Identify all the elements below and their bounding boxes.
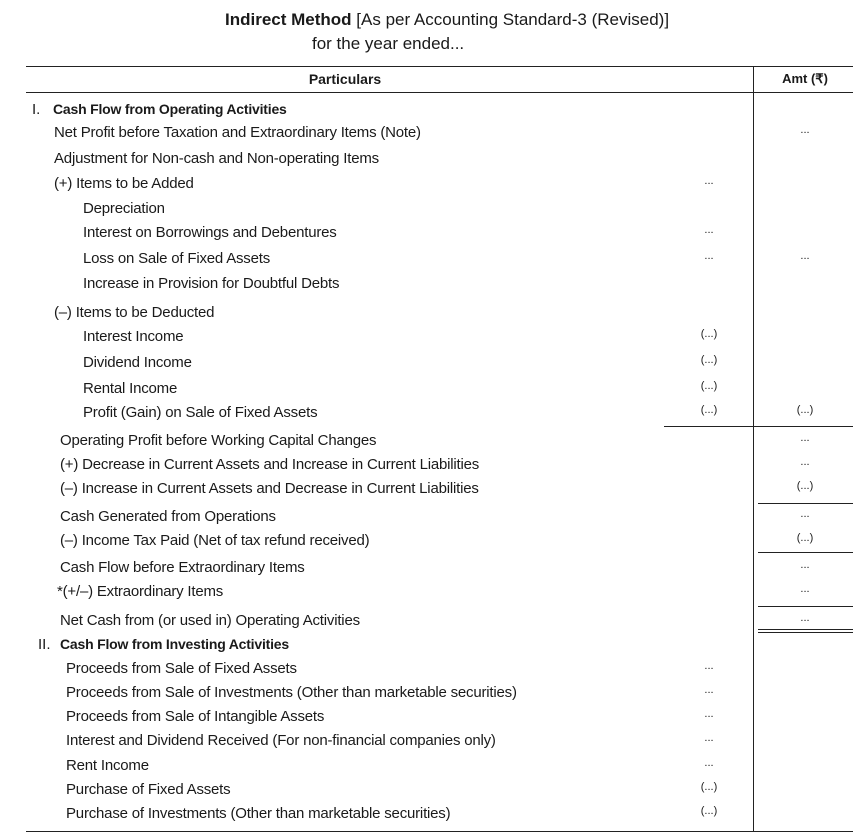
inner-amount-cell: (...) [700, 328, 718, 340]
table-top-rule [26, 66, 853, 67]
row-label: Rent Income [66, 757, 149, 774]
row-label: Proceeds from Sale of Intangible Assets [66, 708, 325, 725]
row-label: (+) Decrease in Current Assets and Increase in Current Liabilities [60, 456, 480, 473]
amount-cell: ... [800, 612, 810, 624]
inner-amount-cell: (...) [700, 805, 718, 817]
amount-cell: (...) [796, 480, 814, 492]
amount-cell: (...) [796, 404, 814, 416]
row-label: Depreciation [83, 200, 165, 217]
table-row [0, 150, 861, 172]
inner-amount-cell: ... [704, 708, 714, 720]
row-label: (–) Income Tax Paid (Net of tax refund received) [60, 532, 370, 549]
row-label: Profit (Gain) on Sale of Fixed Assets [83, 404, 318, 421]
inner-amount-cell: (...) [700, 404, 718, 416]
table-row [0, 224, 861, 246]
table-row [0, 328, 861, 350]
amount-cell: ... [800, 124, 810, 136]
amount-cell: ... [800, 508, 810, 520]
header-particulars: Particulars [308, 71, 382, 87]
table-bottom-rule [26, 831, 853, 832]
inner-amount-cell: (...) [700, 781, 718, 793]
table-row [0, 404, 861, 426]
table-row [0, 612, 861, 634]
row-label: (–) Increase in Current Assets and Decrease in Current Liabilities [60, 480, 479, 497]
table-row [0, 200, 861, 222]
subtotal-rule-4 [758, 606, 853, 607]
header-bottom-rule [26, 92, 853, 93]
table-row [0, 532, 861, 554]
title-bold: Indirect Method [225, 10, 352, 29]
table-row [0, 757, 861, 779]
section-number: II. [38, 636, 51, 653]
title-line-2: for the year ended... [312, 34, 465, 53]
row-label: (–) Items to be Deducted [54, 304, 215, 321]
row-label: Net Profit before Taxation and Extraordinary Items (Note) [54, 124, 421, 141]
header-amount: Amt (₹) [782, 71, 828, 86]
table-row [0, 275, 861, 297]
inner-amount-cell: ... [704, 660, 714, 672]
amount-cell: ... [800, 559, 810, 571]
table-row [0, 708, 861, 730]
table-row [0, 508, 861, 530]
table-row [0, 805, 861, 827]
title-line-1 [225, 10, 669, 30]
table-row [0, 380, 861, 402]
row-label: Rental Income [83, 380, 178, 397]
table-row [0, 456, 861, 478]
inner-amount-cell: (...) [700, 354, 718, 366]
inner-amount-cell: ... [704, 250, 714, 262]
row-label: Interest and Dividend Received (For non-financial companies only) [66, 732, 496, 749]
amount-cell: ... [800, 456, 810, 468]
table-row [0, 480, 861, 502]
row-label: Proceeds from Sale of Investments (Other than marketable securities) [66, 684, 517, 701]
row-label: *(+/–) Extraordinary Items [57, 583, 224, 600]
section-heading: Cash Flow from Investing Activities [60, 636, 289, 652]
row-label: Increase in Provision for Doubtful Debts [83, 275, 340, 292]
inner-amount-cell: ... [704, 224, 714, 236]
row-label: Cash Flow before Extraordinary Items [60, 559, 305, 576]
row-label: Operating Profit before Working Capital Changes [60, 432, 377, 449]
row-label: Net Cash from (or used in) Operating Activities [60, 612, 360, 629]
inner-amount-cell: ... [704, 757, 714, 769]
table-row [0, 583, 861, 605]
table-row [0, 684, 861, 706]
table-row [0, 432, 861, 454]
table-row [0, 101, 861, 123]
row-label: Purchase of Investments (Other than marketable securities) [66, 805, 451, 822]
inner-amount-cell: ... [704, 175, 714, 187]
subtotal-rule-2 [758, 503, 853, 504]
table-row [0, 124, 861, 146]
table-row [0, 781, 861, 803]
row-label: Interest on Borrowings and Debentures [83, 224, 337, 241]
section-number: I. [32, 101, 41, 118]
row-label: (+) Items to be Added [54, 175, 194, 192]
table-row [0, 660, 861, 682]
row-label: Purchase of Fixed Assets [66, 781, 231, 798]
inner-amount-cell: (...) [700, 380, 718, 392]
table-row [0, 559, 861, 581]
row-label: Adjustment for Non-cash and Non-operating Items [54, 150, 379, 167]
row-label: Proceeds from Sale of Fixed Assets [66, 660, 297, 677]
table-row [0, 354, 861, 376]
title-rest: [As per Accounting Standard-3 (Revised)] [351, 10, 670, 29]
inner-amount-cell: ... [704, 684, 714, 696]
table-row [0, 304, 861, 326]
row-label: Loss on Sale of Fixed Assets [83, 250, 271, 267]
row-label: Interest Income [83, 328, 184, 345]
amount-cell: ... [800, 583, 810, 595]
row-label: Dividend Income [83, 354, 192, 371]
table-row [0, 636, 861, 658]
table-row [0, 732, 861, 754]
subtotal-rule-1 [664, 426, 853, 427]
section-heading: Cash Flow from Operating Activities [53, 101, 287, 117]
row-label: Cash Generated from Operations [60, 508, 276, 525]
table-row [0, 250, 861, 272]
amount-cell: (...) [796, 532, 814, 544]
amount-cell: ... [800, 250, 810, 262]
amount-cell: ... [800, 432, 810, 444]
table-row [0, 175, 861, 197]
inner-amount-cell: ... [704, 732, 714, 744]
